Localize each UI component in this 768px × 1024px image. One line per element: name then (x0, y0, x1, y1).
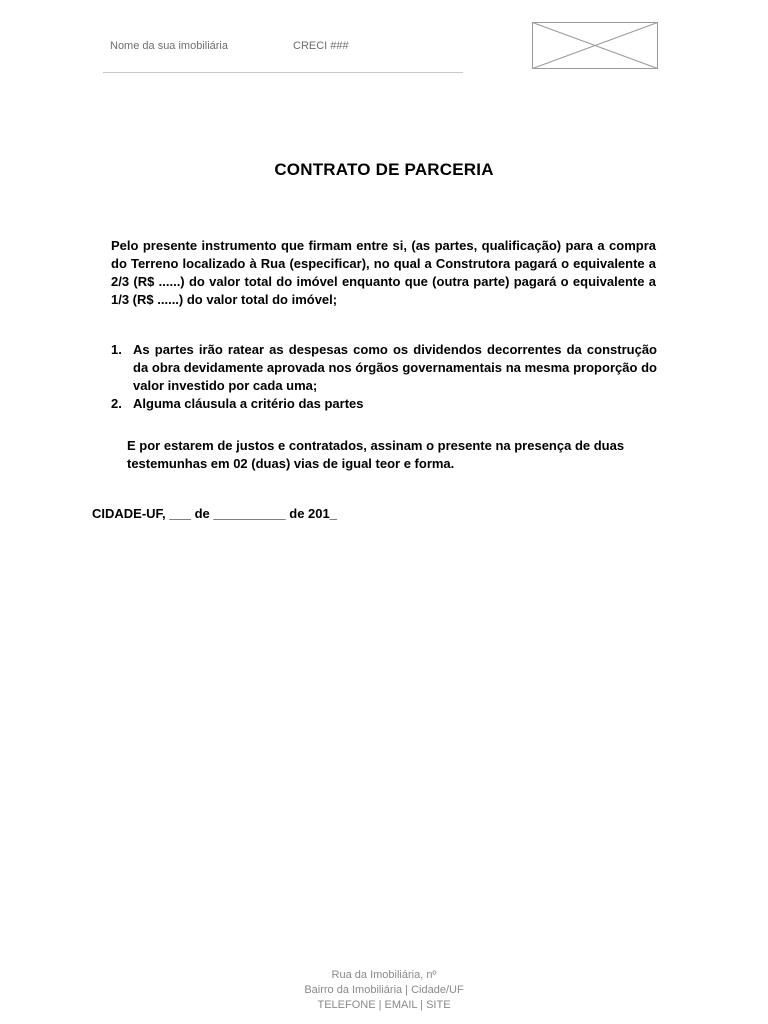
clause-text: Alguma cláusula a critério das partes (133, 396, 364, 411)
footer-district: Bairro da Imobiliária | Cidade/UF (304, 984, 464, 996)
clause-number: 1. (111, 342, 122, 357)
list-item (111, 395, 657, 413)
header-divider (103, 72, 463, 73)
intro-paragraph: Pelo presente instrumento que firmam entre si, (as partes, qualificação) para a compra do Terreno localizado à Rua (especificar), no qual a Construtora pagará o equivalente a 2/3 (R$ ......) do valor total do imóvel enquanto que (outra parte) pagará o equivalente a 1/3 (R$ ......) do valor total do imóvel; (111, 238, 656, 307)
document-title: CONTRATO DE PARCERIA (274, 160, 494, 179)
clause-number: 2. (111, 396, 122, 411)
creci-number: CRECI ### (293, 40, 349, 52)
closing-paragraph: E por estarem de justos e contratados, assinam o presente na presença de duas testemunhas em 02 (duas) vias de igual teor e forma. (127, 438, 625, 471)
footer-address: Rua da Imobiliária, nº (331, 969, 437, 981)
footer-contact: TELEFONE | EMAIL | SITE (317, 999, 451, 1011)
place-date-line: CIDADE-UF, ___ de __________ de 201_ (92, 506, 337, 521)
clause-list (111, 341, 657, 413)
page-footer (0, 968, 768, 1013)
company-name: Nome da sua imobiliária (110, 40, 228, 52)
list-item (111, 341, 657, 395)
logo-placeholder-icon (532, 22, 658, 69)
clause-text: As partes irão ratear as despesas como os dividendos decorrentes da construção da obra devidamente aprovada nos órgãos governamentais na mesma proporção do valor investido por cada uma; (133, 342, 657, 393)
